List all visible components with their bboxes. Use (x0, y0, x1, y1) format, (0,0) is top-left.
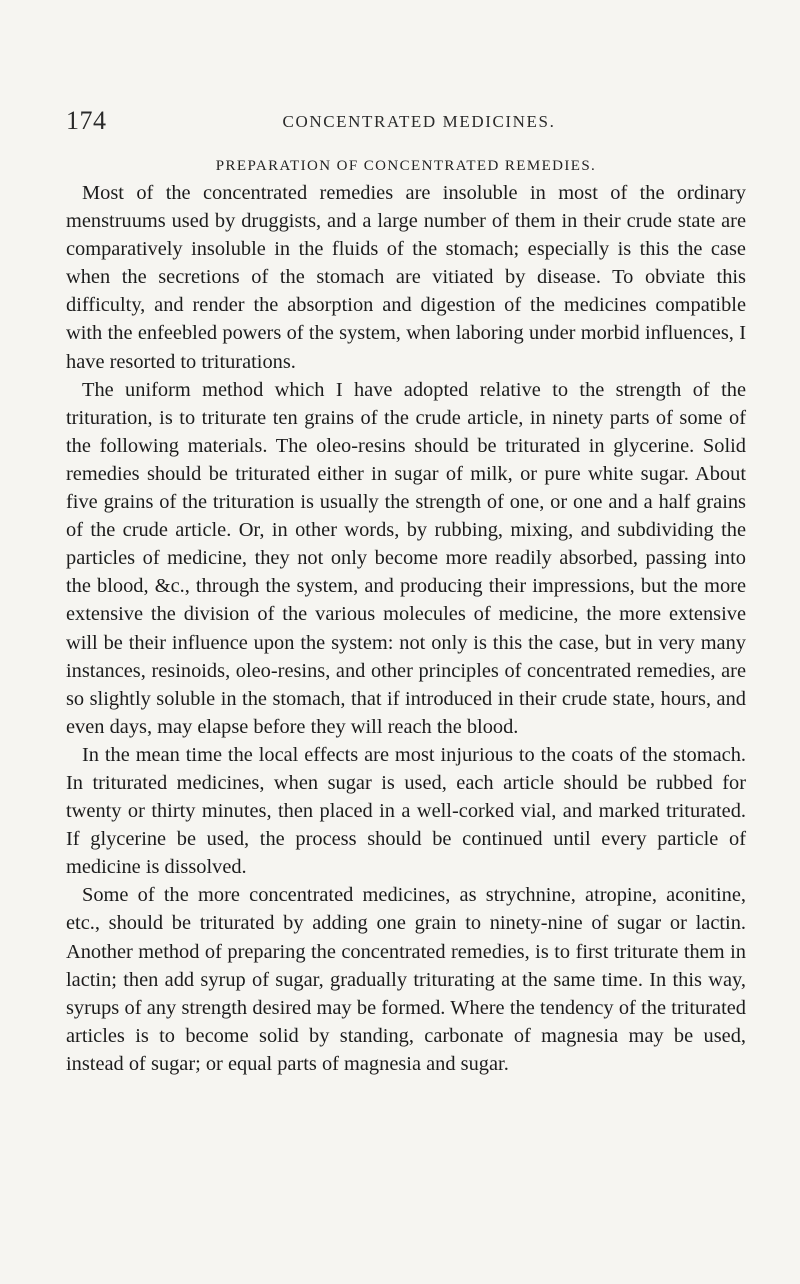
paragraph: Most of the concentrated remedies are insoluble in most of the ordinary menstruums used by druggists, and a large number of them in their crude state are comparatively insoluble in the fluids of the stomach; especially is this the case when the secretions of the stomach are vitiated by disease. To obviate this difficulty, and render the absorption and digestion of the medicines compatible with the enfeebled powers of the system, when laboring under morbid influences, I have resorted to triturations. (66, 182, 746, 373)
page-number: 174 (66, 106, 107, 135)
paragraph: In the mean time the local effects are most injurious to the coats of the stomach. In triturated medicines, when sugar is used, each article should be rubbed for twenty or thirty minutes, then placed in a well-corked vial, and marked triturated. If glycerine be used, the process should be continued until every particle of medicine is dissolved. (66, 743, 746, 879)
paragraph: The uniform method which I have adopted relative to the strength of the trituration, is to triturate ten grains of the crude article, in ninety parts of some of the following materials. The oleo-resins should be triturated in glycerine. Solid remedies should be triturated either in sugar of milk, or pure white sugar. About five grains of the trituration is usually the strength of one, or one and a half grains of the crude article. Or, in other words, by rubbing, mixing, and subdividing the particles of medicine, they not only become more readily absorbed, passing into the blood, &c., through the system, and producing their impressions, but the more extensive the division of the various molecules of medicine, the more extensive will be their influence upon the system: not only is this the case, but in very many instances, resinoids, oleo-resins, and other principles of concentrated remedies, are so slightly soluble in the stomach, that if introduced in their crude state, hours, and even days, may elapse before they will reach the blood. (66, 378, 746, 738)
running-head: CONCENTRATED MEDICINES. (282, 112, 556, 131)
page-header (66, 92, 746, 135)
section-title: PREPARATION OF CONCENTRATED REMEDIES. (215, 158, 597, 174)
paragraph: Some of the more concentrated medicines, as strychnine, atropine, aconitine, etc., should be triturated by adding one grain to ninety-nine of sugar or lactin. Another method of preparing the concentrated remedies, is to first triturate them in lactin; then add syrup of sugar, gradually triturating at the same time. In this way, syrups of any strength desired may be formed. Where the tendency of the triturated articles is to become solid by standing, carbonate of magnesia may be used, instead of sugar; or equal parts of magnesia and sugar. (66, 884, 746, 1075)
body-text (66, 179, 746, 1078)
